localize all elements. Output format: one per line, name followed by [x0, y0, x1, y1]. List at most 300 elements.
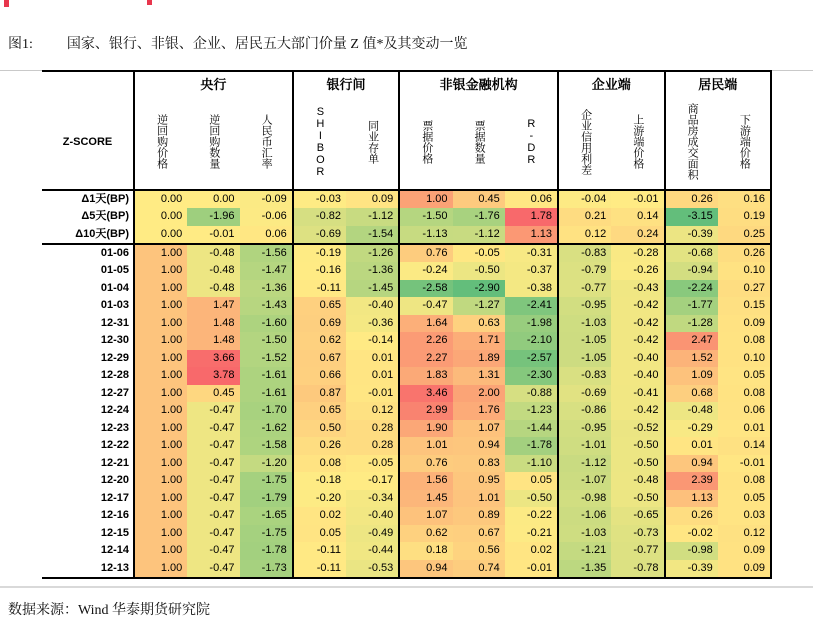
value-cell: 0.83: [453, 455, 505, 473]
corner-cell: [42, 72, 133, 94]
value-cell: 1.07: [453, 420, 505, 438]
value-cell: 0.62: [398, 525, 452, 543]
value-cell: -0.06: [240, 208, 292, 225]
value-cell: -0.98: [557, 490, 611, 508]
column-header-label: 票据价格: [420, 119, 433, 164]
value-cell: -0.94: [664, 262, 718, 280]
value-cell: -0.38: [505, 280, 557, 298]
value-cell: -0.69: [292, 226, 346, 243]
value-cell: -0.40: [346, 297, 398, 315]
value-cell: 0.26: [664, 191, 718, 208]
value-cell: 1.89: [453, 350, 505, 368]
value-cell: -0.48: [664, 402, 718, 420]
value-cell: -0.50: [453, 262, 505, 280]
value-cell: -1.05: [557, 350, 611, 368]
value-cell: -0.11: [292, 542, 346, 560]
value-cell: -0.79: [557, 262, 611, 280]
value-cell: -1.06: [557, 507, 611, 525]
value-cell: 1.07: [398, 507, 452, 525]
value-cell: 2.26: [398, 332, 452, 350]
value-cell: 0.89: [453, 507, 505, 525]
row-label: Δ1天(BP): [42, 191, 133, 208]
value-cell: 0.01: [664, 437, 718, 455]
value-cell: -1.44: [505, 420, 557, 438]
value-cell: 0.66: [292, 367, 346, 385]
value-cell: -0.01: [505, 560, 557, 578]
row-label: Δ5天(BP): [42, 208, 133, 225]
value-cell: -0.40: [611, 350, 663, 368]
value-cell: -1.35: [557, 560, 611, 578]
value-cell: 1.83: [398, 367, 452, 385]
value-cell: 0.62: [292, 332, 346, 350]
value-cell: 1.48: [187, 332, 239, 350]
value-cell: 0.12: [557, 226, 611, 243]
value-cell: -0.40: [611, 367, 663, 385]
value-cell: -0.40: [346, 507, 398, 525]
value-cell: -0.09: [240, 191, 292, 208]
value-cell: -0.42: [611, 315, 663, 333]
value-cell: -0.39: [664, 560, 718, 578]
value-cell: 2.27: [398, 350, 452, 368]
value-cell: 1.13: [505, 226, 557, 243]
value-cell: -1.28: [664, 315, 718, 333]
table-row: [42, 350, 770, 368]
value-cell: 1.00: [133, 420, 187, 438]
value-cell: 1.00: [133, 350, 187, 368]
value-cell: 1.00: [133, 332, 187, 350]
value-cell: 2.39: [664, 472, 718, 490]
value-cell: -1.79: [240, 490, 292, 508]
value-cell: -0.77: [557, 280, 611, 298]
value-cell: 1.00: [133, 297, 187, 315]
value-cell: 1.71: [453, 332, 505, 350]
value-cell: 2.99: [398, 402, 452, 420]
value-cell: 1.01: [398, 437, 452, 455]
value-cell: 0.28: [346, 437, 398, 455]
value-cell: -2.58: [398, 280, 452, 298]
value-cell: 0.25: [718, 226, 770, 243]
value-cell: -0.11: [292, 280, 346, 298]
table-row: [42, 560, 770, 578]
value-cell: -1.65: [240, 507, 292, 525]
value-cell: 0.15: [718, 297, 770, 315]
value-cell: 0.08: [718, 332, 770, 350]
column-header-label: 同业存单: [366, 119, 379, 164]
value-cell: -0.52: [611, 420, 663, 438]
value-cell: 0.00: [133, 226, 187, 243]
value-cell: -0.28: [611, 245, 663, 263]
value-cell: -0.53: [346, 560, 398, 578]
table-row: [42, 507, 770, 525]
value-cell: -1.50: [398, 208, 452, 225]
value-cell: 1.00: [398, 191, 452, 208]
value-cell: 0.69: [292, 315, 346, 333]
column-header-cell: [398, 94, 452, 189]
group-header-cell: 银行间: [292, 72, 399, 94]
value-cell: -0.48: [611, 472, 663, 490]
value-cell: 0.26: [664, 507, 718, 525]
value-cell: -1.76: [453, 208, 505, 225]
value-cell: -0.47: [187, 507, 239, 525]
column-header-cell: [718, 94, 770, 189]
column-header-label: 票据数量: [473, 119, 486, 164]
value-cell: -0.03: [292, 191, 346, 208]
value-cell: 0.03: [718, 507, 770, 525]
value-cell: 1.48: [187, 315, 239, 333]
value-cell: -1.10: [505, 455, 557, 473]
row-label: 12-24: [42, 402, 133, 420]
value-cell: -1.61: [240, 367, 292, 385]
column-header-cell: [292, 94, 346, 189]
value-cell: -0.05: [346, 455, 398, 473]
column-header-label: 商品房成交面积: [686, 103, 699, 180]
value-cell: 1.00: [133, 560, 187, 578]
value-cell: 0.09: [346, 191, 398, 208]
value-cell: -1.73: [240, 560, 292, 578]
value-cell: -2.41: [505, 297, 557, 315]
value-cell: 0.26: [718, 245, 770, 263]
value-cell: -1.21: [557, 542, 611, 560]
column-header-cell: [505, 94, 557, 189]
value-cell: -2.10: [505, 332, 557, 350]
table-row: [42, 262, 770, 280]
column-header-cell: [187, 94, 239, 189]
value-cell: -1.12: [346, 208, 398, 225]
value-cell: -0.18: [292, 472, 346, 490]
page-edge-artifact: [4, 0, 9, 7]
value-cell: 3.66: [187, 350, 239, 368]
row-label: 12-14: [42, 542, 133, 560]
value-cell: -0.47: [398, 297, 452, 315]
value-cell: -1.70: [240, 402, 292, 420]
value-cell: -0.43: [611, 280, 663, 298]
value-cell: 1.00: [133, 245, 187, 263]
value-cell: -0.88: [505, 385, 557, 403]
value-cell: 0.12: [346, 402, 398, 420]
value-cell: 0.00: [187, 191, 239, 208]
value-cell: 1.00: [133, 367, 187, 385]
value-cell: -0.44: [346, 542, 398, 560]
row-label: 12-16: [42, 507, 133, 525]
value-cell: -0.31: [505, 245, 557, 263]
value-cell: 0.08: [718, 385, 770, 403]
table-row: [42, 385, 770, 403]
value-cell: 0.05: [292, 525, 346, 543]
value-cell: 1.00: [133, 437, 187, 455]
value-cell: 1.00: [133, 455, 187, 473]
value-cell: 1.09: [664, 367, 718, 385]
value-cell: -1.03: [557, 525, 611, 543]
value-cell: 0.02: [292, 507, 346, 525]
row-label: 12-13: [42, 560, 133, 578]
value-cell: 1.00: [133, 490, 187, 508]
value-cell: 0.56: [453, 542, 505, 560]
value-cell: -0.14: [346, 332, 398, 350]
column-header-label: 下游端价格: [738, 114, 751, 169]
value-cell: 1.01: [453, 490, 505, 508]
table-row: [42, 525, 770, 543]
row-label: 12-20: [42, 472, 133, 490]
value-cell: -1.56: [240, 245, 292, 263]
row-label: 12-30: [42, 332, 133, 350]
value-cell: -0.98: [664, 542, 718, 560]
value-cell: -0.49: [346, 525, 398, 543]
value-cell: -1.75: [240, 525, 292, 543]
value-cell: 0.12: [718, 525, 770, 543]
value-cell: -0.20: [292, 490, 346, 508]
value-cell: -0.01: [187, 226, 239, 243]
column-header-label: 逆回购价格: [155, 114, 168, 169]
value-cell: -1.23: [505, 402, 557, 420]
table-row: [42, 245, 770, 263]
row-label: 12-23: [42, 420, 133, 438]
value-cell: -2.57: [505, 350, 557, 368]
horizontal-rule: [0, 586, 813, 588]
value-cell: 0.95: [453, 472, 505, 490]
value-cell: 0.06: [505, 191, 557, 208]
value-cell: 1.00: [133, 315, 187, 333]
value-cell: 0.09: [718, 542, 770, 560]
row-label: 12-28: [42, 367, 133, 385]
value-cell: -1.36: [346, 262, 398, 280]
value-cell: -0.82: [292, 208, 346, 225]
column-header-cell: [557, 94, 611, 189]
value-cell: -0.47: [187, 437, 239, 455]
value-cell: -0.83: [557, 367, 611, 385]
value-cell: -0.34: [346, 490, 398, 508]
page-edge-artifact: [147, 0, 152, 5]
value-cell: 0.67: [292, 350, 346, 368]
value-cell: -2.90: [453, 280, 505, 298]
value-cell: -1.27: [453, 297, 505, 315]
value-cell: 1.90: [398, 420, 452, 438]
value-cell: -0.42: [611, 332, 663, 350]
value-cell: -0.16: [292, 262, 346, 280]
value-cell: -0.37: [505, 262, 557, 280]
value-cell: 0.21: [557, 208, 611, 225]
value-cell: -0.01: [611, 191, 663, 208]
value-cell: -1.50: [240, 332, 292, 350]
row-label: 12-29: [42, 350, 133, 368]
value-cell: -1.75: [240, 472, 292, 490]
column-header-label: R-DR: [525, 117, 538, 166]
value-cell: -1.61: [240, 385, 292, 403]
value-cell: 0.76: [398, 455, 452, 473]
value-cell: 0.24: [611, 226, 663, 243]
data-source: 数据来源：Wind 华泰期货研究院: [8, 603, 211, 618]
value-cell: -0.04: [557, 191, 611, 208]
value-cell: 0.65: [292, 297, 346, 315]
value-cell: 3.78: [187, 367, 239, 385]
row-label: 12-22: [42, 437, 133, 455]
value-cell: 0.05: [718, 490, 770, 508]
value-cell: -0.48: [187, 245, 239, 263]
column-header-cell: [240, 94, 292, 189]
value-cell: -1.47: [240, 262, 292, 280]
table-row: [42, 332, 770, 350]
value-cell: 1.00: [133, 385, 187, 403]
value-cell: -1.12: [453, 226, 505, 243]
heatmap-table: [42, 70, 772, 579]
column-header-cell: [611, 94, 663, 189]
group-header-cell: 企业端: [557, 72, 664, 94]
value-cell: 1.00: [133, 472, 187, 490]
table-row: [42, 367, 770, 385]
column-header-label: 逆回购数量: [207, 114, 220, 169]
value-cell: -1.03: [557, 315, 611, 333]
value-cell: -1.98: [505, 315, 557, 333]
value-cell: -0.47: [187, 402, 239, 420]
value-cell: -1.62: [240, 420, 292, 438]
value-cell: -2.30: [505, 367, 557, 385]
row-label: Δ10天(BP): [42, 226, 133, 243]
figure-title: [8, 33, 467, 53]
value-cell: -1.12: [557, 455, 611, 473]
value-cell: 1.45: [398, 490, 452, 508]
value-cell: -1.07: [557, 472, 611, 490]
table-row: [42, 208, 770, 225]
value-cell: -0.11: [292, 560, 346, 578]
value-cell: 0.87: [292, 385, 346, 403]
value-cell: -1.20: [240, 455, 292, 473]
value-cell: -0.39: [664, 226, 718, 243]
value-cell: 0.68: [664, 385, 718, 403]
value-cell: -0.47: [187, 455, 239, 473]
value-cell: -0.73: [611, 525, 663, 543]
group-header-row: [42, 72, 770, 94]
value-cell: 0.65: [292, 402, 346, 420]
row-label: 01-05: [42, 262, 133, 280]
value-cell: 0.09: [718, 560, 770, 578]
value-cell: 0.16: [718, 191, 770, 208]
value-cell: 0.63: [453, 315, 505, 333]
value-cell: -1.54: [346, 226, 398, 243]
column-header-label: 上游端价格: [631, 114, 644, 169]
value-cell: 0.05: [718, 367, 770, 385]
value-cell: 1.13: [664, 490, 718, 508]
value-cell: 0.27: [718, 280, 770, 298]
table-row: [42, 542, 770, 560]
value-cell: 1.00: [133, 507, 187, 525]
value-cell: 0.94: [664, 455, 718, 473]
value-cell: -1.45: [346, 280, 398, 298]
value-cell: -0.47: [187, 560, 239, 578]
value-cell: -0.36: [346, 315, 398, 333]
value-cell: -0.47: [187, 525, 239, 543]
value-cell: 0.94: [453, 437, 505, 455]
value-cell: -1.77: [664, 297, 718, 315]
row-label: 12-27: [42, 385, 133, 403]
value-cell: 0.00: [133, 208, 187, 225]
value-cell: -0.29: [664, 420, 718, 438]
value-cell: -0.83: [557, 245, 611, 263]
value-cell: -0.68: [664, 245, 718, 263]
value-cell: 1.47: [187, 297, 239, 315]
value-cell: 1.76: [453, 402, 505, 420]
value-cell: 0.10: [718, 350, 770, 368]
value-cell: -2.24: [664, 280, 718, 298]
value-cell: -0.02: [664, 525, 718, 543]
table-row: [42, 402, 770, 420]
value-cell: 0.14: [718, 437, 770, 455]
value-cell: 0.74: [453, 560, 505, 578]
table-row: [42, 490, 770, 508]
value-cell: -1.13: [398, 226, 452, 243]
table-row: [42, 437, 770, 455]
value-cell: -0.19: [292, 245, 346, 263]
value-cell: -0.69: [557, 385, 611, 403]
value-cell: 0.28: [346, 420, 398, 438]
value-cell: -0.24: [398, 262, 452, 280]
value-cell: -0.77: [611, 542, 663, 560]
value-cell: 1.52: [664, 350, 718, 368]
value-cell: 0.00: [133, 191, 187, 208]
value-cell: -0.21: [505, 525, 557, 543]
row-header-cell: Z-SCORE: [42, 94, 133, 189]
value-cell: -0.48: [187, 262, 239, 280]
value-cell: -1.78: [505, 437, 557, 455]
value-cell: -0.95: [557, 420, 611, 438]
value-cell: -1.05: [557, 332, 611, 350]
value-cell: 0.14: [611, 208, 663, 225]
value-cell: 0.94: [398, 560, 452, 578]
value-cell: 3.46: [398, 385, 452, 403]
value-cell: 1.00: [133, 525, 187, 543]
table-row: [42, 191, 770, 208]
row-label: 12-31: [42, 315, 133, 333]
value-cell: 0.02: [505, 542, 557, 560]
value-cell: -0.65: [611, 507, 663, 525]
column-header-label: SHIBOR: [314, 105, 327, 178]
value-cell: 0.50: [292, 420, 346, 438]
value-cell: 1.56: [398, 472, 452, 490]
group-header-cell: 央行: [133, 72, 292, 94]
table-row: [42, 297, 770, 315]
value-cell: 0.18: [398, 542, 452, 560]
group-header-cell: 非银金融机构: [398, 72, 557, 94]
value-cell: -1.26: [346, 245, 398, 263]
value-cell: 0.08: [292, 455, 346, 473]
value-cell: 1.00: [133, 262, 187, 280]
value-cell: -1.52: [240, 350, 292, 368]
value-cell: -0.26: [611, 262, 663, 280]
value-cell: 0.19: [718, 208, 770, 225]
value-cell: 1.00: [133, 402, 187, 420]
row-label: 01-06: [42, 245, 133, 263]
value-cell: -1.78: [240, 542, 292, 560]
value-cell: -1.96: [187, 208, 239, 225]
value-cell: 0.08: [718, 472, 770, 490]
column-header-cell: [346, 94, 398, 189]
column-header-label: 企业信用利差: [579, 108, 592, 175]
value-cell: -1.60: [240, 315, 292, 333]
value-cell: -3.15: [664, 208, 718, 225]
value-cell: 2.47: [664, 332, 718, 350]
value-cell: 0.09: [718, 315, 770, 333]
value-cell: -0.47: [187, 490, 239, 508]
value-cell: -0.47: [187, 542, 239, 560]
table-row: [42, 226, 770, 245]
value-cell: 0.45: [187, 385, 239, 403]
column-header-cell: [664, 94, 718, 189]
value-cell: 2.00: [453, 385, 505, 403]
table-row: [42, 455, 770, 473]
value-cell: 0.01: [718, 420, 770, 438]
table-row: [42, 315, 770, 333]
value-cell: -0.48: [187, 280, 239, 298]
value-cell: 0.10: [718, 262, 770, 280]
value-cell: -0.22: [505, 507, 557, 525]
